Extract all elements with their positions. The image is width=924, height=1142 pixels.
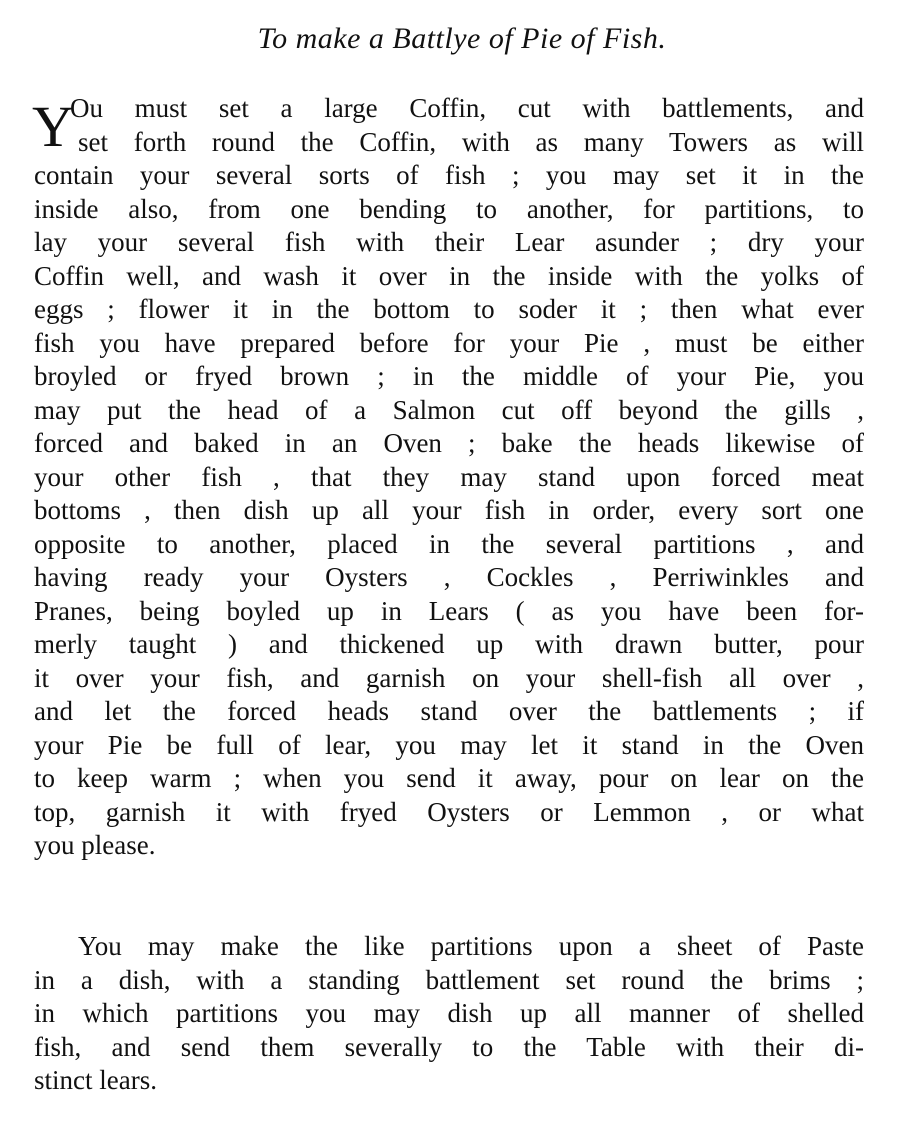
text-line: opposite to another, placed in the several partitions , and	[34, 528, 864, 559]
text-line: fish you have prepared before for your Pie , must be either	[34, 327, 864, 358]
text-line: may put the head of a Salmon cut off beyond the gills ,	[34, 394, 864, 425]
recipe-paragraph-1	[34, 92, 864, 863]
text-line: Coffin well, and wash it over in the inside with the yolks of	[34, 260, 864, 291]
text-line: you please.	[34, 830, 156, 860]
text-line: to keep warm ; when you send it away, pour on lear on the	[34, 763, 864, 793]
text-line: broyled or fryed brown ; in the middle of your Pie, you	[34, 361, 864, 391]
text-line: set forth round the Coffin, with as many Towers as will	[78, 126, 864, 157]
text-line: in which partitions you may dish up all manner of shelled	[34, 998, 864, 1028]
text-line: merly taught ) and thickened up with drawn butter, pour	[34, 629, 864, 659]
recipe-paragraph-2	[34, 930, 864, 1098]
text-line: contain your several sorts of fish ; you may set it in the	[34, 160, 864, 190]
text-line: bottoms , then dish up all your fish in order, every sort one	[34, 495, 864, 525]
text-line: Ou must set a large Coffin, cut with battlements, and	[70, 93, 864, 123]
text-line: Pranes, being boyled up in Lears ( as you have been for-	[34, 595, 864, 626]
text-line: lay your several fish with their Lear asunder ; dry your	[34, 227, 864, 257]
text-line: You may make the like partitions upon a sheet of Paste	[78, 931, 864, 961]
text-line: your other fish , that they may stand upon forced meat	[34, 461, 864, 492]
text-line: inside also, from one bending to another, for partitions, to	[34, 193, 864, 224]
text-line: it over your fish, and garnish on your shell-fish all over ,	[34, 662, 864, 693]
text-line: in a dish, with a standing battlement set round the brims ;	[34, 964, 864, 995]
text-line: top, garnish it with fryed Oysters or Lemmon , or what	[34, 796, 864, 827]
text-line: stinct lears.	[34, 1065, 157, 1095]
drop-cap-letter: Y	[32, 94, 74, 159]
text-line: and let the forced heads stand over the battlements ; if	[34, 696, 864, 726]
text-line: having ready your Oysters , Cockles , Perriwinkles and	[34, 562, 864, 592]
text-line: forced and baked in an Oven ; bake the heads likewise of	[34, 428, 864, 458]
text-line: your Pie be full of lear, you may let it stand in the Oven	[34, 729, 864, 760]
text-line: fish, and send them severally to the Table with their di-	[34, 1031, 864, 1062]
recipe-title: To make a Battlye of Pie of Fish.	[257, 22, 667, 55]
text-line: eggs ; flower it in the bottom to soder it ; then what ever	[34, 294, 864, 324]
